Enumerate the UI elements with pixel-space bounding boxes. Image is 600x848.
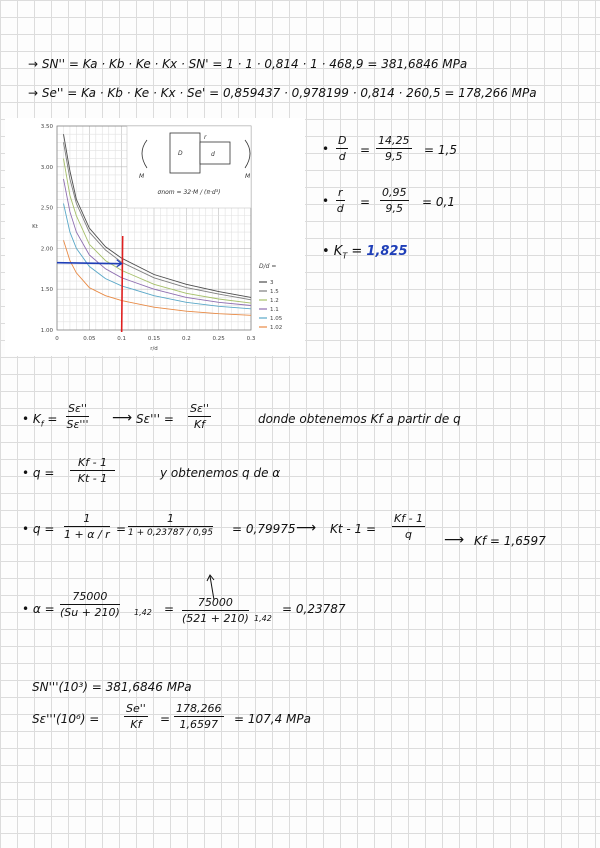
- ratio-bullet-2: •: [322, 194, 330, 208]
- x-axis-label: r/d: [150, 346, 158, 352]
- shaft-small: [200, 142, 230, 164]
- ratio-D-value: 14,25: [378, 134, 410, 147]
- alpha-eq: =: [164, 602, 175, 616]
- q-calc-frac-1-den: 1 + α / r: [64, 528, 110, 541]
- q-frac-den: Kt - 1: [77, 472, 108, 485]
- alpha-frac-2-num: 75000: [182, 596, 249, 611]
- se3-bottom-frac-2-den: 1,6597: [179, 718, 218, 731]
- ratio-r: r: [338, 186, 343, 199]
- y-tick-label: 1.00: [40, 328, 53, 334]
- y-tick-label: 2.50: [40, 205, 53, 212]
- kt-chart: [5, 118, 305, 356]
- alpha-result: = 0,23787: [282, 602, 346, 616]
- q-calc-lhs: • q =: [22, 522, 55, 536]
- legend-label-1.1: 1.1: [270, 307, 279, 313]
- q-calc-frac-1-num: 1: [64, 512, 110, 527]
- ratio-D: D: [338, 134, 347, 147]
- ratio-d-value-2: 9,5: [385, 202, 403, 215]
- se3-frac-num: Sε'': [190, 402, 209, 415]
- kf-fraction: [66, 402, 89, 431]
- x-tick-label: 0.3: [246, 336, 256, 342]
- kf-frac-num: Sε'': [68, 402, 87, 415]
- alpha-frac-1: [60, 590, 120, 619]
- kf-eq: =: [47, 412, 58, 426]
- annotation-horizontal-line: [57, 263, 122, 264]
- q-calc-frac-1: [64, 512, 110, 541]
- kt-label: • K: [322, 244, 343, 259]
- sn3-result: SN'''(10³) = 381,6846 MPa: [32, 680, 192, 694]
- alpha-frac-2-den: (521 + 210): [182, 612, 249, 625]
- kt-minus-1: Kt - 1 =: [330, 522, 377, 536]
- ratio-eq-1: =: [360, 143, 371, 157]
- x-tick-label: 0.15: [147, 336, 161, 342]
- q-calc-eq: =: [116, 522, 127, 536]
- se3-bottom-eq: =: [160, 712, 171, 726]
- kf-note: donde obtenemos Kf a partir de q: [258, 412, 461, 426]
- y-tick-label: 2.00: [40, 246, 53, 253]
- q-def-lhs: • q =: [22, 466, 55, 480]
- kf-result: Kf = 1,6597: [474, 534, 546, 548]
- kf-frac-den: Sε''': [66, 418, 89, 431]
- legend-label-1.2: 1.2: [270, 298, 279, 304]
- se3-bottom-frac-1-den: Kf: [130, 718, 142, 731]
- kf-sub: f: [40, 419, 44, 429]
- inset-label-r: r: [204, 134, 207, 141]
- se3-lhs: Sε''' =: [136, 412, 174, 426]
- alpha-exp-1: 1,42: [134, 608, 152, 617]
- alpha-lhs: • α =: [22, 602, 55, 616]
- ratio-eq-2: =: [360, 195, 371, 209]
- legend-label-3: 3: [270, 280, 274, 286]
- y-axis-label: Kt: [32, 224, 38, 230]
- x-tick-label: 0: [55, 336, 59, 342]
- inset-label-M-left: M: [139, 173, 145, 180]
- q-calc-frac-2: [128, 512, 213, 538]
- ratio-result-2: = 0,1: [422, 195, 455, 209]
- ratio-d: d: [338, 150, 346, 163]
- y-tick-label: 3.50: [40, 124, 53, 130]
- kt-chart-panel: [5, 118, 305, 356]
- eq-sn-line: → SN'' = Ka · Kb · Ke · Kx · SN' = 1 · 1 · 0,814 · 1 · 468,9 = 381,6846 MPa: [28, 57, 468, 71]
- x-tick-label: 0.25: [212, 336, 225, 342]
- ratio-D-d-values: [376, 134, 412, 163]
- x-tick-label: 0.1: [117, 336, 127, 342]
- q-calc-arrow-2: ⟶: [444, 532, 465, 548]
- kt-frac: [392, 512, 425, 541]
- annotation-vertical-line: [122, 236, 123, 332]
- kt-value: 1,825: [366, 244, 408, 259]
- kt-sub: T: [342, 251, 348, 261]
- se3-bottom-result: = 107,4 MPa: [234, 712, 311, 726]
- q-calc-arrow-1: ⟶: [296, 520, 317, 536]
- inset-label-M-right: M: [245, 173, 251, 180]
- se3-fraction: [188, 402, 211, 431]
- legend-title: D/d =: [259, 263, 277, 270]
- kt-eq: =: [351, 244, 363, 259]
- q-fraction: [70, 456, 115, 485]
- q-note: y obtenemos q de α: [160, 466, 281, 480]
- kt-frac-num: Kf - 1: [394, 512, 424, 525]
- kt-frac-den: q: [405, 528, 413, 541]
- se3-bottom-frac-2-num: 178,266: [176, 702, 222, 715]
- q-calc-frac-2-num: 1: [128, 512, 213, 527]
- series-line-1.05: [64, 204, 252, 309]
- alpha-frac-2: [182, 596, 249, 625]
- alpha-exp-2: 1,42: [254, 614, 272, 623]
- se3-bottom-frac-1-num: Se'': [126, 702, 146, 715]
- q-calc-result: = 0,79975: [232, 522, 296, 536]
- q-calc-frac-2-den: 1 + 0,23787 / 0,95: [128, 528, 213, 538]
- ratio-d-2: d: [336, 202, 344, 215]
- kf-arrow: ⟶: [112, 410, 133, 426]
- ratio-result-1: = 1,5: [424, 143, 457, 157]
- ratio-bullet-1: •: [322, 142, 330, 156]
- q-frac-num: Kf - 1: [70, 456, 115, 471]
- legend-label-1.05: 1.05: [270, 316, 283, 322]
- alpha-frac-1-den: (Su + 210): [60, 606, 120, 619]
- x-tick-label: 0.2: [181, 336, 191, 342]
- se3-bottom-frac-1: [124, 702, 148, 731]
- legend-label-1.5: 1.5: [270, 289, 279, 295]
- ratio-r-value: 0,95: [382, 186, 407, 199]
- series-line-1.02: [64, 240, 252, 315]
- alpha-frac-1-num: 75000: [60, 590, 120, 605]
- y-tick-label: 1.50: [40, 287, 53, 294]
- se3-frac-den: Kf: [193, 418, 206, 431]
- kf-label: • K: [22, 412, 41, 426]
- eq-se-line: → Se'' = Ka · Kb · Ke · Kx · Se' = 0,859437 · 0,978199 · 0,814 · 260,5 = 178,266 MPa: [28, 86, 537, 100]
- se3-lhs-bottom: Sε'''(10⁶) =: [32, 712, 100, 726]
- y-tick-label: 3.00: [40, 164, 53, 171]
- inset-formula: σnom = 32·M / (π·d³): [157, 189, 221, 196]
- inset-label-d: d: [211, 151, 215, 158]
- ratio-r-d: [336, 186, 345, 215]
- x-tick-label: 0.05: [83, 336, 96, 342]
- ratio-r-d-values: [380, 186, 409, 215]
- kf-def-lhs: [22, 412, 57, 428]
- shaft-large: [170, 133, 200, 173]
- inset-label-D: D: [178, 150, 183, 157]
- ratio-d-value: 9,5: [385, 150, 403, 163]
- ratio-D-d: [336, 134, 348, 163]
- legend-label-1.02: 1.02: [270, 325, 283, 331]
- kt-result: [322, 244, 408, 261]
- se3-bottom-frac-2: [174, 702, 224, 731]
